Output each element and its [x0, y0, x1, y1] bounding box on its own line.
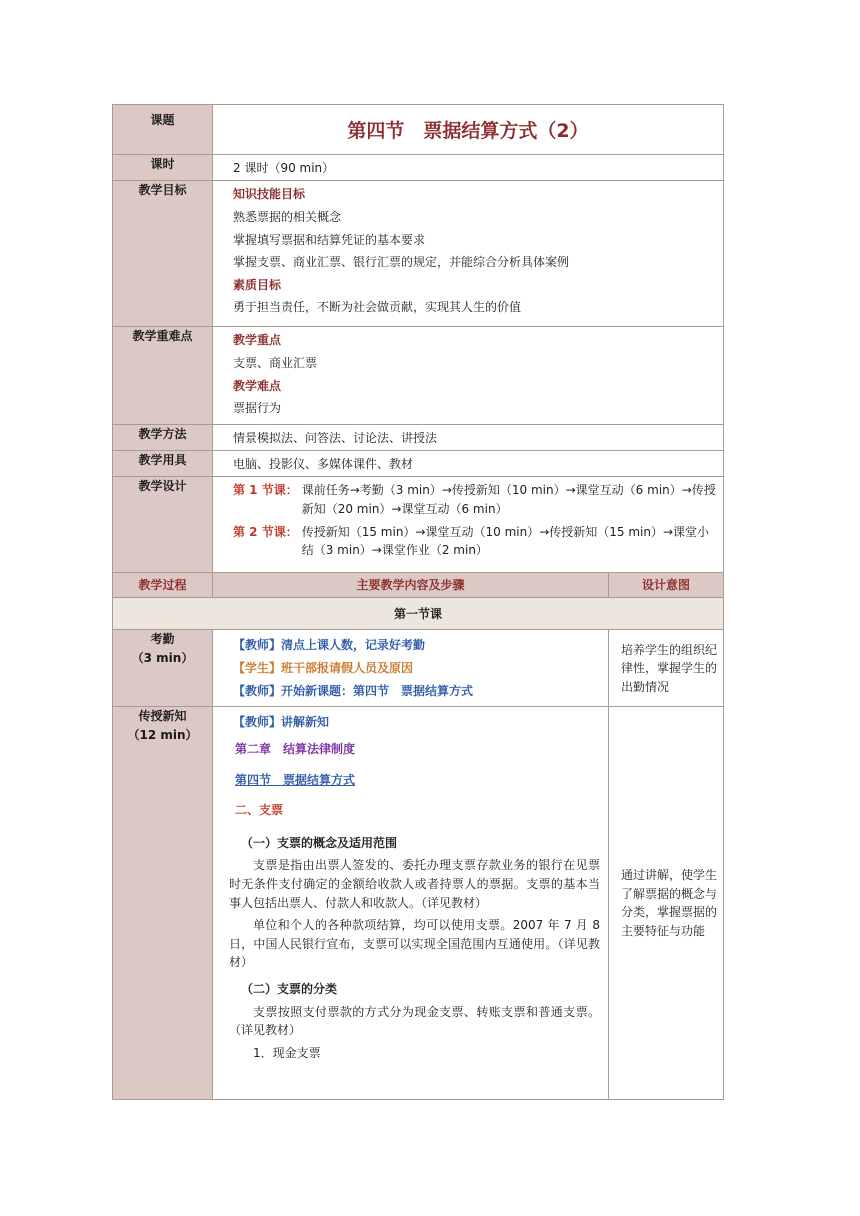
title-label: 课题	[113, 105, 213, 155]
part-heading: 二、支票	[235, 803, 284, 818]
attendance-line: 【教师】清点上课人数，记录好考勤	[233, 638, 426, 653]
difficult-value: 票据行为	[233, 401, 282, 416]
process-header-col2: 主要教学内容及步骤	[213, 573, 609, 598]
key-heading: 教学重点	[233, 333, 282, 348]
objectives-label: 教学目标	[113, 181, 213, 327]
process-header-col3: 设计意图	[609, 573, 724, 598]
keypoints-label: 教学重难点	[113, 327, 213, 425]
tools-label: 教学用具	[113, 451, 213, 477]
key-value: 支票、商业汇票	[233, 356, 318, 371]
keypoints-content	[213, 327, 724, 425]
process-header-col1: 教学过程	[113, 573, 213, 598]
knowledge-item: 掌握填写票据和结算凭证的基本要求	[233, 232, 426, 247]
paragraph-1: 支票是指由出票人签发的、委托办理支票存款业务的银行在见票时无条件支付确定的金额给收款人或者持票人的票据。支票的基本当事人包括出票人、付款人和收款人。（详见教材）	[229, 858, 600, 910]
design-content	[213, 477, 724, 573]
methods-label: 教学方法	[113, 425, 213, 451]
attendance-label: 考勤	[150, 632, 175, 647]
difficult-heading: 教学难点	[233, 378, 282, 393]
design-row-key: 第 2 节课：	[233, 524, 298, 539]
hours-label: 课时	[113, 155, 213, 181]
teaching-label: 传授新知	[138, 709, 187, 724]
attendance-label-cell	[113, 630, 213, 707]
sub-heading-1: （一）支票的概念及适用范围	[241, 835, 398, 850]
quality-heading: 素质目标	[233, 277, 282, 292]
section-heading: 第四节 票据结算方式	[235, 772, 356, 787]
teaching-label-cell	[113, 707, 213, 1100]
design-row-1	[233, 479, 717, 520]
hours-value: 2 课时（90 min）	[213, 155, 724, 181]
methods-value: 情景模拟法、问答法、讨论法、讲授法	[213, 425, 724, 451]
teaching-content	[213, 707, 609, 1100]
lesson-plan-table	[112, 104, 724, 1100]
design-row-key: 第 1 节课：	[233, 483, 298, 498]
paragraph-3: 支票按照支付票款的方式分为现金支票、转账支票和普通支票。（详见教材）	[229, 1004, 600, 1038]
lesson-plan-page	[112, 104, 723, 1100]
paragraph-2: 单位和个人的各种款项结算，均可以使用支票。2007 年 7 月 8 日，中国人民银行宣布，支票可以实现全国范围内互通使用。（详见教材）	[229, 918, 600, 970]
objectives-content	[213, 181, 724, 327]
design-row-value: 传授新知（15 min）→课堂互动（10 min）→传授新知（15 min）→课堂小结（3 min）→课堂作业（2 min）	[301, 524, 710, 558]
design-row-2	[233, 521, 717, 562]
tools-value: 电脑、投影仪、多媒体课件、教材	[213, 451, 724, 477]
list-item: 1．现金支票	[253, 1045, 321, 1060]
knowledge-item: 掌握支票、商业汇票、银行汇票的规定，并能综合分析具体案例	[233, 255, 570, 270]
attendance-line: 【教师】开始新课题：第四节 票据结算方式	[233, 683, 474, 698]
lesson-title: 第四节 票据结算方式（2）	[213, 105, 724, 155]
design-label: 教学设计	[113, 477, 213, 573]
teaching-duration: （12 min）	[127, 728, 198, 743]
teacher-line: 【教师】讲解新知	[233, 715, 330, 730]
section-title: 第一节课	[113, 598, 724, 630]
teaching-intent: 通过讲解，使学生了解票据的概念与分类，掌握票据的主要特征与功能	[609, 707, 724, 1100]
attendance-line: 【学生】班干部报请假人员及原因	[233, 661, 414, 676]
quality-item: 勇于担当责任，不断为社会做贡献，实现其人生的价值	[233, 300, 522, 315]
knowledge-item: 熟悉票据的相关概念	[233, 210, 342, 225]
knowledge-heading: 知识技能目标	[233, 187, 306, 202]
design-row-value: 课前任务→考勤（3 min）→传授新知（10 min）→课堂互动（6 min）→传授新知（20 min）→课堂互动（6 min）	[301, 483, 716, 517]
attendance-duration: （3 min）	[131, 651, 194, 666]
attendance-content	[213, 630, 609, 707]
chapter-heading: 第二章 结算法律制度	[235, 742, 356, 757]
sub-heading-2: （二）支票的分类	[241, 981, 338, 996]
attendance-intent: 培养学生的组织纪律性，掌握学生的出勤情况	[609, 630, 724, 707]
